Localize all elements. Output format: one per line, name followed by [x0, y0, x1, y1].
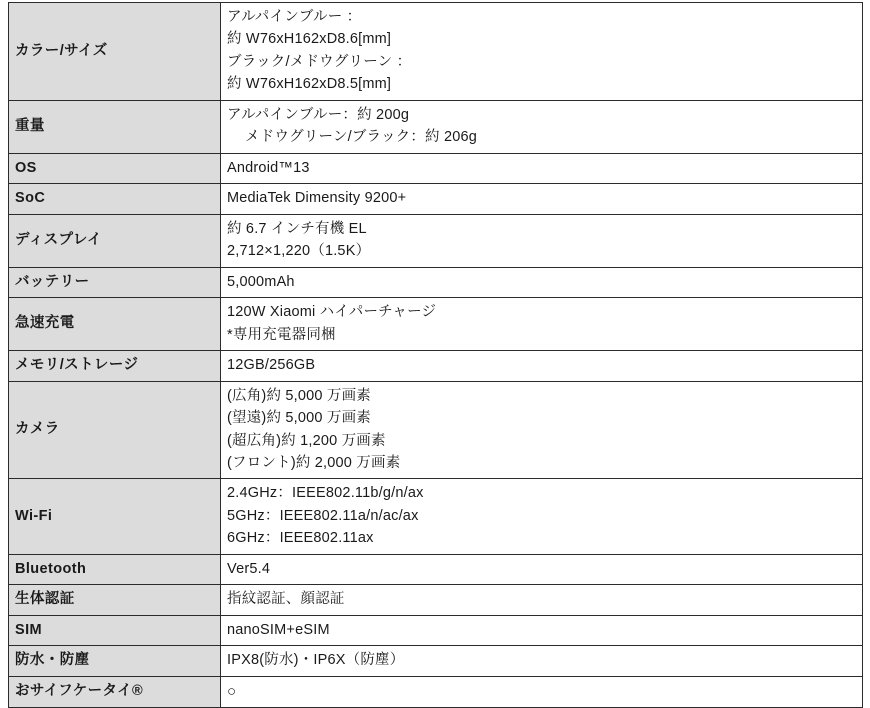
spec-value-cell — [221, 479, 863, 554]
table-row — [9, 153, 863, 183]
table-row — [9, 351, 863, 381]
spec-value-cell — [221, 214, 863, 267]
spec-value-cell — [221, 585, 863, 615]
spec-label-cell: OS — [9, 153, 221, 183]
spec-label-cell: SoC — [9, 184, 221, 214]
spec-value-line: 12GB/256GB — [227, 357, 316, 374]
spec-label-cell: ディスプレイ — [9, 214, 221, 267]
table-row — [9, 615, 863, 645]
table-row — [9, 676, 863, 707]
spec-value-line: *専用充電器同梱 — [227, 326, 336, 343]
table-row — [9, 646, 863, 676]
spec-value-cell — [221, 184, 863, 214]
spec-value-line: 120W Xiaomi ハイパーチャージ — [227, 304, 437, 321]
spec-table-container — [8, 2, 862, 708]
spec-value-cell — [221, 676, 863, 707]
spec-value-line: nanoSIM+eSIM — [227, 621, 330, 638]
spec-value-line: 約 6.7 インチ有機 EL — [227, 220, 367, 237]
spec-label-cell: メモリ/ストレージ — [9, 351, 221, 381]
spec-label-cell: 防水・防塵 — [9, 646, 221, 676]
spec-label-cell: おサイフケータイ® — [9, 676, 221, 707]
spec-label-cell: Wi-Fi — [9, 479, 221, 554]
spec-label-cell: 生体認証 — [9, 585, 221, 615]
table-row — [9, 554, 863, 584]
spec-label-cell: バッテリー — [9, 267, 221, 297]
spec-value-cell — [221, 100, 863, 153]
spec-value-line: 約 W76xH162xD8.6[mm] — [227, 31, 392, 48]
table-row — [9, 479, 863, 554]
table-row — [9, 3, 863, 101]
spec-value-line: MediaTek Dimensity 9200+ — [227, 190, 407, 207]
spec-label-cell: 急速充電 — [9, 298, 221, 351]
spec-value-line: 2.4GHz：IEEE802.11b/g/n/ax — [227, 485, 424, 502]
spec-label-cell: カラー/サイズ — [9, 3, 221, 101]
spec-value-line: (フロント)約 2,000 万画素 — [227, 454, 401, 471]
spec-label-cell: カメラ — [9, 381, 221, 479]
spec-value-line: 6GHz：IEEE802.11ax — [227, 530, 374, 547]
table-row — [9, 298, 863, 351]
spec-value-line: 5GHz：IEEE802.11a/n/ac/ax — [227, 507, 419, 524]
table-row — [9, 214, 863, 267]
spec-value-cell — [221, 554, 863, 584]
spec-value-line: アルパインブルー：約 200g — [227, 106, 410, 123]
spec-value-cell — [221, 3, 863, 101]
spec-value-line: 2,712×1,220（1.5K） — [227, 243, 371, 260]
spec-value-line: ○ — [227, 682, 237, 700]
spec-value-cell — [221, 646, 863, 676]
spec-label-cell: 重量 — [9, 100, 221, 153]
spec-value-line: 5,000mAh — [227, 273, 295, 290]
spec-value-line: (超広角)約 1,200 万画素 — [227, 432, 386, 449]
table-row — [9, 100, 863, 153]
spec-label-cell: SIM — [9, 615, 221, 645]
spec-value-cell — [221, 615, 863, 645]
spec-value-cell — [221, 381, 863, 479]
table-row — [9, 381, 863, 479]
specification-table — [8, 2, 863, 708]
spec-label-cell: Bluetooth — [9, 554, 221, 584]
spec-value-line: (望遠)約 5,000 万画素 — [227, 410, 371, 427]
table-row — [9, 184, 863, 214]
spec-value-line: 約 W76xH162xD8.5[mm] — [227, 76, 392, 93]
spec-value-line: アルパインブルー ： — [227, 9, 362, 25]
spec-table-body — [9, 3, 863, 708]
spec-value-cell — [221, 267, 863, 297]
spec-value-line: 指紋認証、顔認証 — [227, 591, 345, 608]
spec-value-line: メドウグリーン/ブラック：約 206g — [245, 129, 478, 146]
spec-value-line: Ver5.4 — [227, 560, 271, 577]
spec-value-line: (広角)約 5,000 万画素 — [227, 387, 371, 404]
spec-value-line: IPX8(防水)・IP6X（防塵） — [227, 652, 405, 669]
spec-value-line: ブラック/メドウグリーン ： — [227, 53, 412, 70]
spec-value-cell — [221, 153, 863, 183]
spec-value-cell — [221, 351, 863, 381]
table-row — [9, 585, 863, 615]
spec-value-cell — [221, 298, 863, 351]
spec-value-line: Android™13 — [227, 159, 310, 176]
table-row — [9, 267, 863, 297]
